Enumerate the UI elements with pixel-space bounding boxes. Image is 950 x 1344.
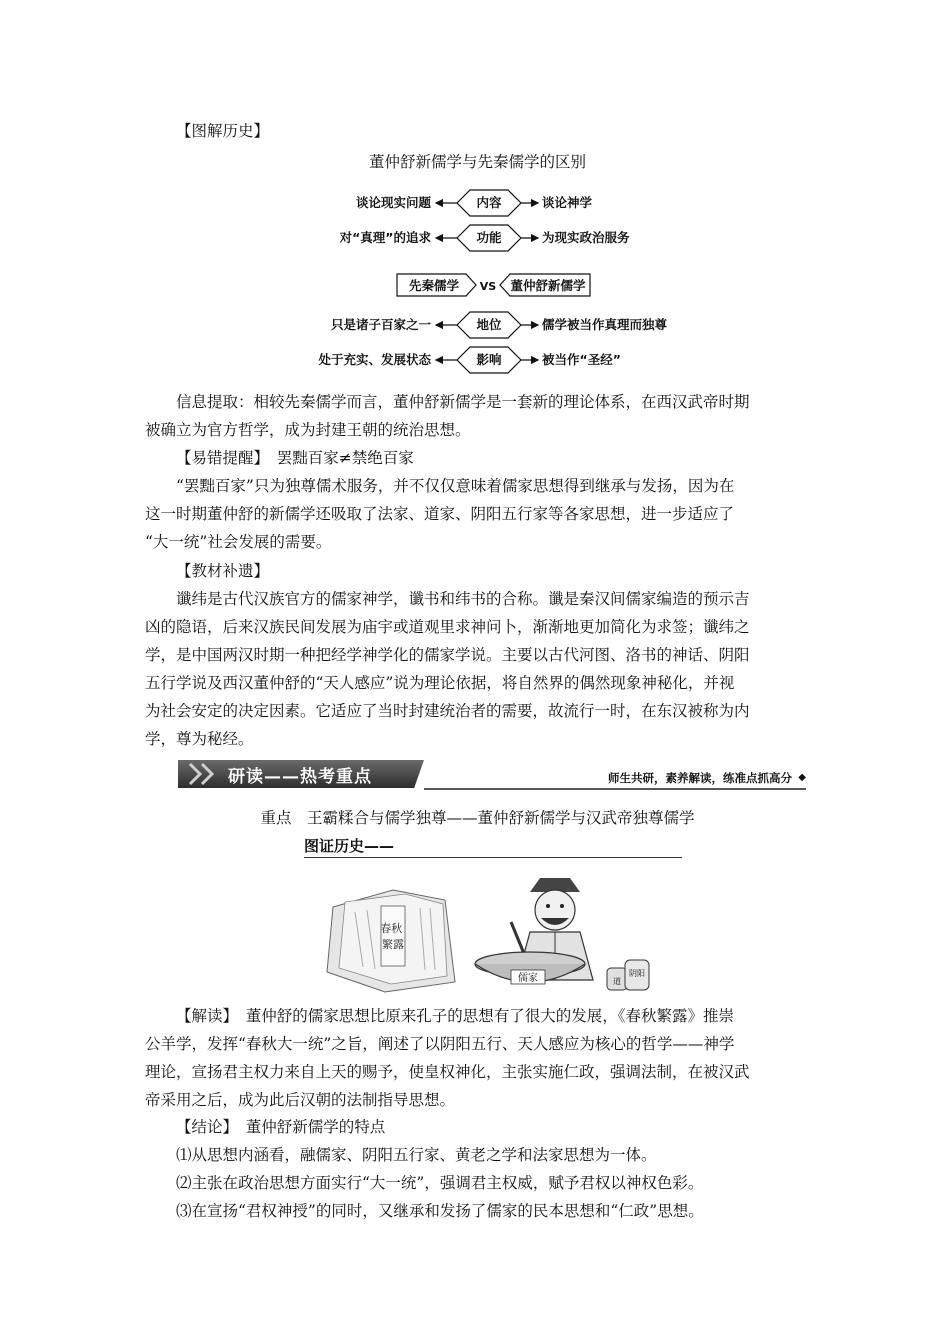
- mistake-heading: 【易错提醒】 罢黜百家≠禁绝百家: [176, 449, 414, 467]
- banner-rule: [424, 788, 806, 790]
- section-label: 【图解历史】: [176, 122, 270, 140]
- interpretation-line-3: 理论，宣扬君主权力来自上天的赐予，使皇权神化，主张实施仁政，强调法制，在被汉武: [145, 1063, 750, 1081]
- conclusion-item-1: ⑴从思想内涵看，融儒家、阴阳五行家、黄老之学和法家思想为一体。: [176, 1146, 657, 1164]
- diamond-icon: ◆: [798, 772, 806, 783]
- double-chevron-icon: [186, 762, 226, 786]
- conclusion-item-2: ⑵主张在政治思想方面实行“大一统”，强调君主权威，赋予君权以神权色彩。: [176, 1174, 704, 1192]
- diagram-row-3-aspect: 地位: [476, 317, 502, 332]
- bowl-label: 儒家: [518, 973, 538, 984]
- info-line-2: 被确立为官方哲学，成为封建王朝的统治思想。: [145, 421, 471, 439]
- conclusion-item-3: ⑶在宣扬“君权神授”的同时，又继承和发扬了儒家的民本思想和“仁政”思想。: [176, 1202, 704, 1220]
- supplement-line-3: 学，是中国两汉时期一种把经学神学化的儒家学说。主要以古代河图、洛书的神话、阴阳: [145, 646, 750, 664]
- illustration: [325, 872, 655, 996]
- diagram-row-3-right: 儒学被当作真理而独尊: [542, 317, 668, 332]
- section-banner: [178, 758, 806, 792]
- interpretation-line-2: 公羊学，发挥“春秋大一统”之旨，阐述了以阴阳五行、天人感应为核心的哲学——神学: [145, 1035, 735, 1053]
- diagram-row-4-left: 处于充实、发展状态: [318, 352, 431, 367]
- banner-title: 研读——热考重点: [228, 767, 372, 787]
- book-title-chars-2: 繁露: [382, 938, 404, 951]
- dong-node: 董仲舒新儒学: [510, 278, 586, 293]
- info-line-1: 信息提取：相较先秦儒学而言，董仲舒新儒学是一套新的理论体系，在西汉武帝时期: [176, 393, 750, 411]
- diagram-row-1-left: 谈论现实问题: [355, 195, 431, 210]
- supplement-line-2: 凶的隐语，后来汉族民间发展为庙宇或道观里求神问卜，渐渐地更加简化为求签；谶纬之: [145, 618, 750, 636]
- supplement-line-1: 谶纬是古代汉族官方的儒家神学，谶书和纬书的合称。谶是秦汉间儒家编造的预示吉: [176, 590, 750, 608]
- interpretation-line-4: 帝采用之后，成为此后汉朝的法制指导思想。: [145, 1091, 456, 1109]
- mistake-line-3: “大一统”社会发展的需要。: [145, 533, 332, 551]
- diagram-row-2-right: 为现实政治服务: [542, 230, 630, 245]
- supplement-heading: 【教材补遗】: [176, 562, 270, 580]
- conclusion-heading: 【结论】 董仲舒新儒学的特点: [176, 1118, 386, 1136]
- vs-label: VS: [479, 280, 497, 293]
- supplement-line-5: 为社会安定的决定因素。它适应了当时封建统治者的需要，故流行一时，在东汉被称为内: [145, 702, 750, 720]
- mistake-line-2: 这一时期董仲舒的新儒学还吸取了法家、道家、阴阳五行家等各家思想，进一步适应了: [145, 505, 735, 523]
- diagram-row-1-right: 谈论神学: [542, 195, 593, 210]
- mistake-line-1: “罢黜百家”只为独尊儒术服务，并不仅仅意味着儒家思想得到继承与发扬，因为在: [176, 477, 735, 495]
- book-title-chars: 春秋: [380, 922, 403, 935]
- diagram-row-4-aspect: 影响: [476, 352, 502, 367]
- supplement-line-6: 学，尊为秘经。: [145, 730, 254, 748]
- comparison-diagram: [300, 178, 668, 378]
- diagram-row-4-right: 被当作“圣经”: [542, 352, 621, 367]
- diagram-row-1-aspect: 内容: [476, 195, 502, 210]
- banner-right-text: 师生共研，素养解读，练准点抓高分: [608, 771, 792, 785]
- diagram-row-2-aspect: 功能: [476, 230, 502, 245]
- supplement-line-4: 五行学说及西汉董仲舒的“天人感应”说为理论依据，将自然界的偶然现象神秘化，并视: [145, 674, 735, 692]
- jar-label-dao: 道: [613, 977, 621, 986]
- diagram-row-3-left: 只是诸子百家之一: [330, 317, 431, 332]
- pre-qin-node: 先秦儒学: [408, 278, 460, 293]
- jar-label-yinyang: 阴阳: [629, 969, 645, 978]
- key-point-subheading: 图证历史——: [304, 835, 682, 858]
- diagram-title: 董仲舒新儒学与先秦儒学的区别: [368, 153, 586, 171]
- interpretation-line-1: 【解读】 董仲舒的儒家思想比原来孔子的思想有了很大的发展，《春秋繁露》推崇: [176, 1007, 735, 1025]
- key-point-title: 重点 王霸糅合与儒学独尊——董仲舒新儒学与汉武帝独尊儒学: [260, 809, 695, 827]
- diagram-row-2-left: 对“真理”的追求: [339, 230, 431, 245]
